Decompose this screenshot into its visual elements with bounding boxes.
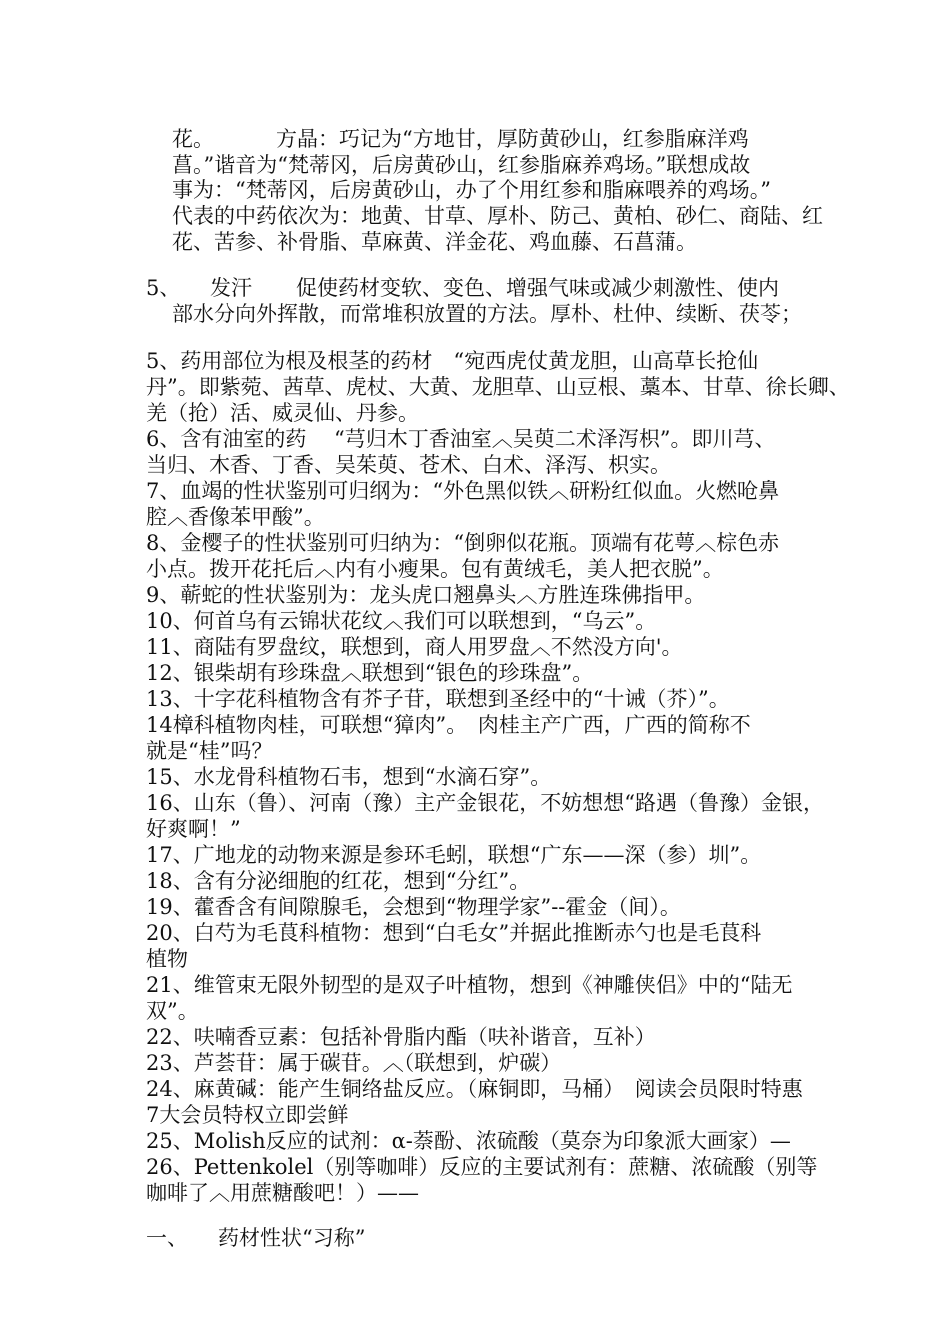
paragraph-line: 事为：“梵蒂冈，后房黄砂山，办了个用红参和脂麻喂养的鸡场。” xyxy=(172,178,771,202)
text-line: 17、广地龙的动物来源是参环毛蚓，联想“广东——深（参）圳”。 xyxy=(146,843,762,867)
text-line: 植物 xyxy=(146,947,188,971)
text-fragment: 方晶：巧记为“方地甘，厚防黄砂山，红参脂麻洋鸡 xyxy=(276,127,749,151)
text-line: 7大会员特权立即尝鲜 xyxy=(146,1103,349,1127)
paragraph-line: 部水分向外挥散，而常堆积放置的方法。厚朴、杜仲、续断、茯苓； xyxy=(172,302,802,326)
paragraph-line: 代表的中药依次为：地黄、甘草、厚朴、防己、黄柏、砂仁、商陆、红 xyxy=(172,204,823,228)
text-line: 咖啡了︿用蔗糖酸吧！）—— xyxy=(146,1181,419,1205)
text-line: 24、麻黄碱：能产生铜络盐反应。（麻铜即，马桶） 阅读会员限时特惠 xyxy=(146,1077,803,1101)
text-line: 13、十字花科植物含有芥子苷，联想到圣经中的“十诫（芥）”。 xyxy=(146,687,730,711)
text-line: 小点。拨开花托后︿内有小瘦果。包有黄绒毛，美人把衣脱”。 xyxy=(146,557,724,581)
text-line: 当归、木香、丁香、吴茱萸、苍术、白术、泽泻、枳实。 xyxy=(146,453,671,477)
text-line: 6、含有油室的药 “芎归木丁香油室︿吴萸二术泽泻枳”。即川芎、 xyxy=(146,427,776,451)
text-line: 8、金樱子的性状鉴别可归纳为：“倒卵似花瓶。顶端有花萼︿棕色赤 xyxy=(146,531,780,555)
text-line: 16、山东（鲁）、河南（豫）主产金银花，不妨想想“路遇（鲁豫）金银， xyxy=(146,791,824,815)
text-line: 15、水龙骨科植物石韦，想到“水滴石穿”。 xyxy=(146,765,552,789)
paragraph-line xyxy=(172,126,749,152)
text-fragment: 促使药材变软、变色、增强气味或减少刺激性、使内 xyxy=(296,276,779,300)
text-line: 5、药用部位为根及根茎的药材 “宛西虎仗黄龙胆，山高草长抢仙 xyxy=(146,349,759,373)
text-line: 丹”。即紫菀、茜草、虎杖、大黄、龙胆草、山豆根、藁本、甘草、徐长卿、 xyxy=(146,375,850,399)
item-term: 发汗 xyxy=(210,276,252,300)
text-line: 10、何首乌有云锦状花纹︿我们可以联想到，“乌云”。 xyxy=(146,609,657,633)
text-line: 26、Pettenkolel（别等咖啡）反应的主要试剂有：蔗糖、浓硫酸（别等 xyxy=(146,1155,818,1179)
section-heading xyxy=(146,1225,365,1251)
text-line: 好爽啊！” xyxy=(146,817,241,841)
text-line: 21、维管束无限外韧型的是双子叶植物，想到《神雕侠侣》中的“陆无 xyxy=(146,973,793,997)
text-line: 25、Molish反应的试剂：α-萘酚、浓硫酸（莫奈为印象派大画家）— xyxy=(146,1129,791,1153)
text-line: 14樟科植物肉桂，可联想“獐肉”。 肉桂主产广西，广西的简称不 xyxy=(146,713,751,737)
text-line: 9、蕲蛇的性状鉴别为：龙头虎口翘鼻头︿方胜连珠佛指甲。 xyxy=(146,583,706,607)
paragraph-line: 花、苦参、补骨脂、草麻黄、洋金花、鸡血藤、石菖蒲。 xyxy=(172,230,697,254)
text-fragment: 花。 xyxy=(172,127,214,151)
item-number: 5、 xyxy=(146,276,181,300)
text-line: 7、血竭的性状鉴别可归纲为：“外色黑似铁︿研粉红似血。火燃呛鼻 xyxy=(146,479,780,503)
text-line: 19、藿香含有间隙腺毛，会想到“物理学家”--霍金（间）。 xyxy=(146,895,681,919)
text-line: 12、银柴胡有珍珠盘︿联想到“银色的珍珠盘”。 xyxy=(146,661,594,685)
text-line: 20、白芍为毛茛科植物：想到“白毛女”并据此推断赤勺也是毛茛科 xyxy=(146,921,762,945)
text-line: 双”。 xyxy=(146,999,199,1023)
paragraph-line: 菖。”谐音为“梵蒂冈，后房黄砂山，红参脂麻养鸡场。”联想成故 xyxy=(172,153,751,177)
text-line: 就是“桂”吗？ xyxy=(146,739,273,763)
text-line: 羌（抢）活、威灵仙、丹参。 xyxy=(146,401,419,425)
heading-number: 一、 xyxy=(146,1226,188,1250)
text-line: 18、含有分泌细胞的红花，想到“分红”。 xyxy=(146,869,531,893)
text-line: 23、芦荟苷：属于碳苷。︿（联想到，炉碳） xyxy=(146,1051,562,1075)
text-line: 22、呋喃香豆素：包括补骨脂内酯（呋补谐音，互补） xyxy=(146,1025,656,1049)
text-line: 腔︿香像苯甲酸”。 xyxy=(146,505,325,529)
text-line: 11、商陆有罗盘纹，联想到，商人用罗盘︿不然没方向'。 xyxy=(146,635,683,659)
list-item xyxy=(146,275,779,301)
heading-text: 药材性状“习称” xyxy=(218,1226,366,1250)
